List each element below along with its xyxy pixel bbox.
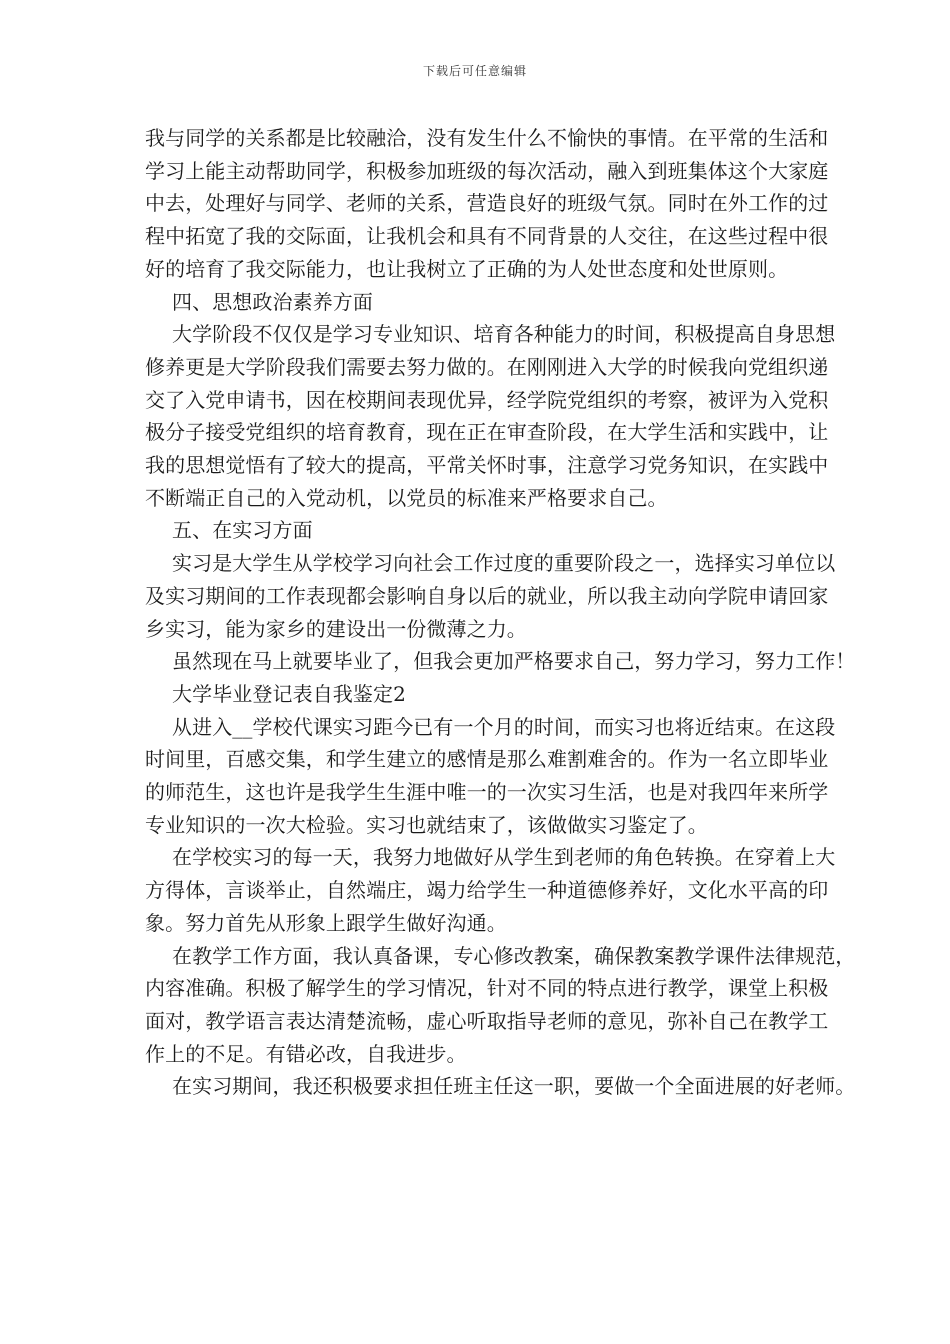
- text-line: 的师范生，这也许是我学生生涯中唯一的一次实习生活，也是对我四年来所学: [145, 780, 829, 805]
- text-line: 从进入__学校代课实习距今已有一个月的时间，而实习也将近结束。在这段: [172, 714, 836, 739]
- text-line: 修养更是大学阶段我们需要去努力做的。在刚刚进入大学的时候我向党组织递: [145, 354, 829, 379]
- text-line: 内容准确。积极了解学生的学习情况，针对不同的特点进行教学，课堂上积极: [145, 976, 829, 1001]
- text-line: 中去，处理好与同学、老师的关系，营造良好的班级气氛。同时在外工作的过: [145, 191, 829, 216]
- text-line: 不断端正自己的入党动机，以党员的标准来严格要求自己。: [145, 485, 668, 510]
- text-line: 专业知识的一次大检验。实习也就结束了，该做做实习鉴定了。: [145, 812, 708, 837]
- text-line: 在实习期间，我还积极要求担任班主任这一职，要做一个全面进展的好老师。: [172, 1074, 856, 1099]
- text-line: 极分子接受党组织的培育教育，现在正在审查阶段，在大学生活和实践中，让: [145, 420, 829, 445]
- text-line: 好的培育了我交际能力，也让我树立了正确的为人处世态度和处世原则。: [145, 256, 789, 281]
- page-header-note: 下载后可任意编辑: [422, 64, 527, 78]
- section-heading: 大学毕业登记表自我鉴定2: [172, 681, 406, 706]
- text-line: 学习上能主动帮助同学，积极参加班级的每次活动，融入到班集体这个大家庭: [145, 158, 829, 183]
- text-line: 交了入党申请书，因在校期间表现优异，经学院党组织的考察，被评为入党积: [145, 387, 829, 412]
- text-line: 大学阶段不仅仅是学习专业知识、培育各种能力的时间，积极提高自身思想: [172, 322, 836, 347]
- document-body: [145, 122, 856, 1103]
- text-line: 及实习期间的工作表现都会影响自身以后的就业，所以我主动向学院申请回家: [145, 583, 829, 608]
- text-line: 在学校实习的每一天，我努力地做好从学生到老师的角色转换。在穿着上大: [172, 845, 836, 870]
- text-line: 象。努力首先从形象上跟学生做好沟通。: [145, 910, 507, 935]
- text-line: 面对，教学语言表达清楚流畅，虚心听取指导老师的意见，弥补自己在教学工: [145, 1008, 829, 1033]
- text-line: 程中拓宽了我的交际面，让我机会和具有不同背景的人交往，在这些过程中很: [145, 224, 829, 249]
- section-heading: 四、思想政治素养方面: [172, 289, 373, 314]
- text-line: 我的思想觉悟有了较大的提高，平常关怀时事，注意学习党务知识，在实践中: [145, 453, 829, 478]
- text-line: 方得体，言谈举止，自然端庄，竭力给学生一种道德修养好，文化水平高的印: [145, 878, 829, 903]
- text-line: 在教学工作方面，我认真备课，专心修改教案，确保教案教学课件法律规范，: [172, 943, 856, 968]
- text-line: 乡实习，能为家乡的建设出一份微薄之力。: [145, 616, 527, 641]
- text-line: 虽然现在马上就要毕业了，但我会更加严格要求自己，努力学习，努力工作！: [172, 649, 856, 674]
- text-line: 实习是大学生从学校学习向社会工作过度的重要阶段之一，选择实习单位以: [172, 551, 836, 576]
- text-line: 我与同学的关系都是比较融洽，没有发生什么不愉快的事情。在平常的生活和: [145, 126, 829, 150]
- section-heading: 五、在实习方面: [172, 518, 313, 543]
- text-line: 作上的不足。有错必改，自我进步。: [145, 1041, 467, 1066]
- text-line: 时间里，百感交集，和学生建立的感情是那么难割难舍的。作为一名立即毕业: [145, 747, 829, 772]
